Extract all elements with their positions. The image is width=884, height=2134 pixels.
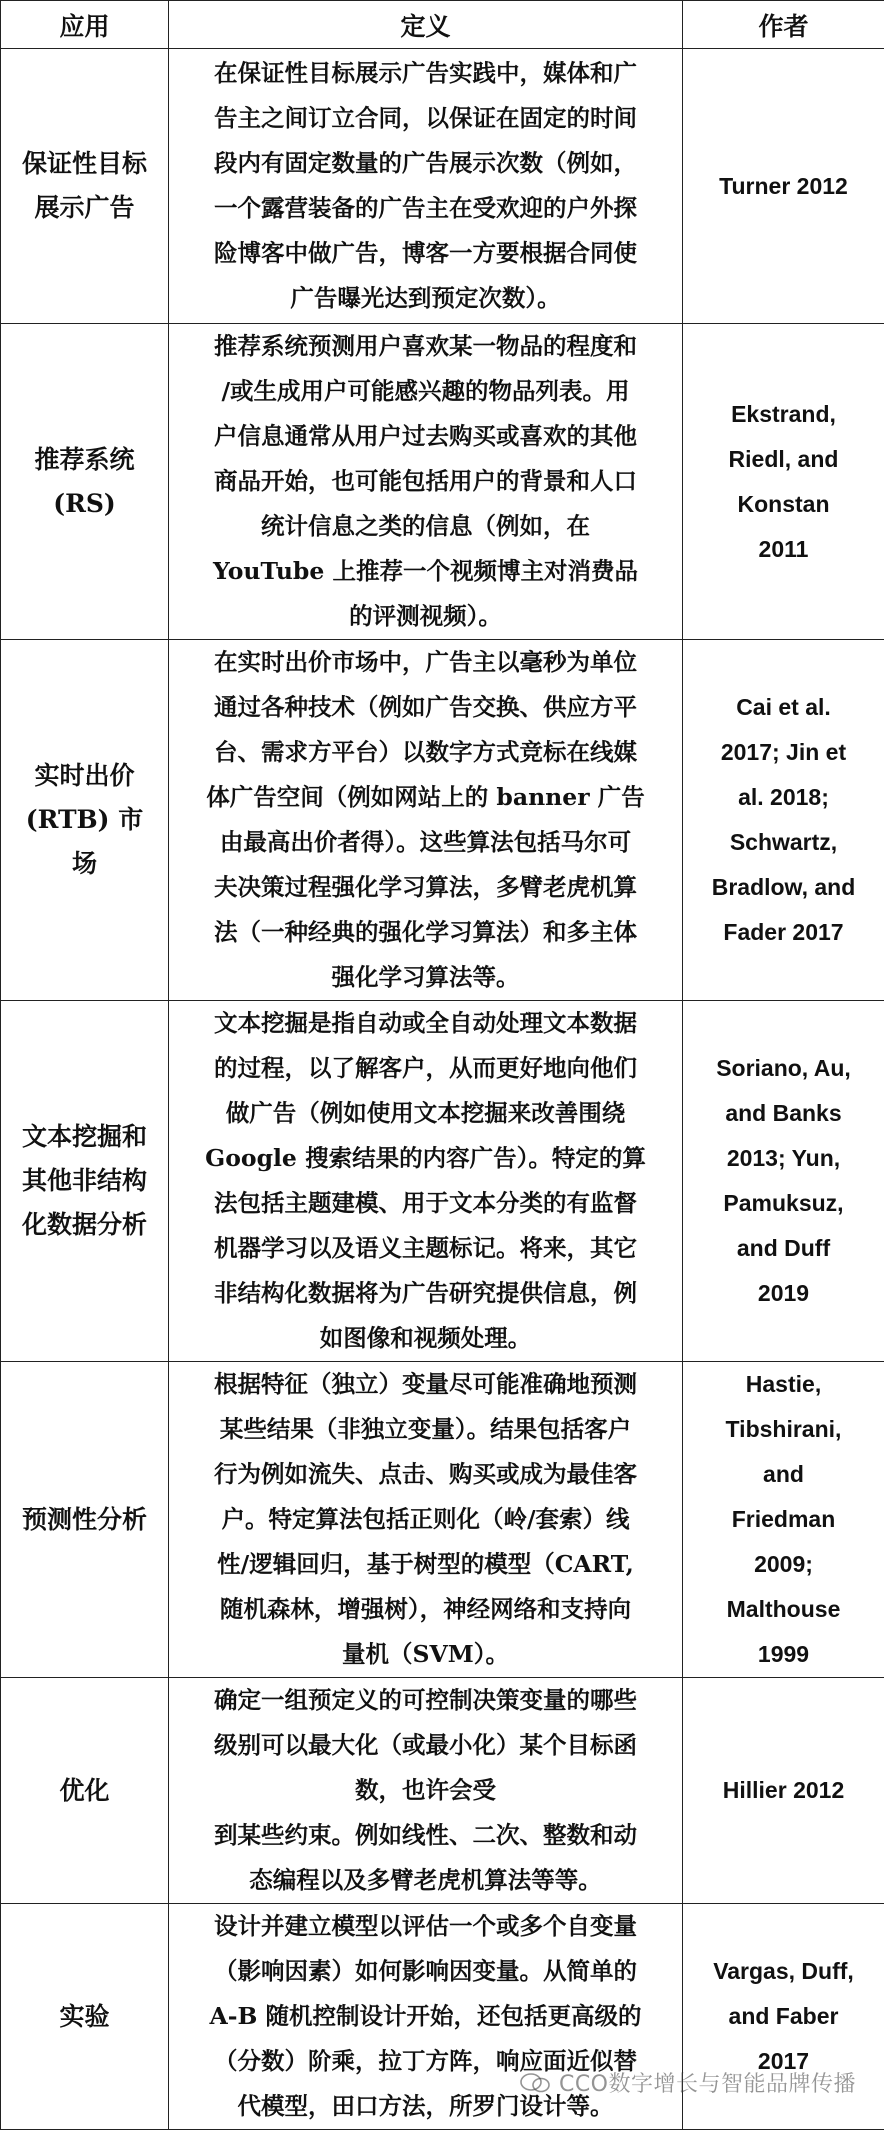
definition-cell [169, 324, 683, 640]
author-cell-line: and Faber [728, 2003, 839, 2029]
app-cell [1, 1001, 169, 1362]
app-cell-line: 文本挖掘和 [21, 1122, 147, 1151]
table-row [1, 1001, 884, 1362]
author-cell-line: Malthouse [726, 1596, 841, 1622]
definition-cell-line: 户。特定算法包括正则化（岭/套索）线 [221, 1505, 630, 1533]
definition-cell-line: /或生成用户可能感兴趣的物品列表。用 [221, 377, 630, 405]
app-cell-line: 化数据分析 [21, 1210, 147, 1239]
definition-cell-line: （影响因素）如何影响因变量。从简单的 [214, 1957, 637, 1985]
app-cell [1, 324, 169, 640]
author-cell-line: Cai et al. [736, 694, 831, 720]
definition-cell-line: 通过各种技术（例如广告交换、供应方平 [214, 693, 637, 721]
definition-cell-line: 根据特征（独立）变量尽可能准确地预测 [214, 1370, 637, 1398]
header-row [1, 1, 884, 49]
author-cell-line: Friedman [731, 1506, 836, 1532]
definition-cell-line: 在实时出价市场中，广告主以毫秒为单位 [214, 648, 637, 676]
author-cell-line: Hillier 2012 [722, 1777, 845, 1803]
author-cell-line: Ekstrand, [731, 400, 836, 427]
author-cell [683, 1678, 884, 1904]
definition-cell-line: 行为例如流失、点击、购买或成为最佳客 [214, 1460, 637, 1488]
app-cell-line: 其他非结构 [21, 1166, 147, 1195]
definition-cell-line: 某些结果（非独立变量）。结果包括客户 [219, 1415, 632, 1443]
author-cell-line: Riedl, and [728, 445, 839, 472]
definition-cell-line: 设计并建立模型以评估一个或多个自变量 [214, 1912, 637, 1940]
app-cell-line: 场 [71, 849, 97, 878]
definition-cell-line: 夫决策过程强化学习算法，多臂老虎机算 [214, 873, 637, 901]
definition-cell-line: 的过程，以了解客户，从而更好地向他们 [214, 1054, 637, 1082]
definition-cell-line: 在保证性目标展示广告实践中，媒体和广 [214, 59, 637, 87]
wechat-icon [519, 2072, 551, 2094]
definition-cell-line: 商品开始，也可能包括用户的背景和人口 [214, 467, 637, 495]
author-cell-line: Hastie, [745, 1371, 822, 1397]
definition-cell [169, 1001, 683, 1362]
app-cell-line: 推荐系统 [34, 444, 135, 474]
author-cell [683, 49, 884, 324]
definition-cell-line: 量机（SVM）。 [342, 1640, 509, 1668]
definition-cell-line: 数，也许会受 [355, 1776, 496, 1804]
author-cell-line: Turner 2012 [719, 172, 848, 199]
author-cell-line: Pamuksuz, [723, 1190, 844, 1216]
definition-cell-line: 性/逻辑回归，基于树型的模型（CART, [217, 1550, 634, 1578]
author-cell-line: Bradlow, and [711, 874, 856, 900]
table-row [1, 640, 884, 1001]
author-cell-line: and Banks [725, 1100, 842, 1126]
app-cell-line: 实时出价 [34, 761, 135, 790]
author-cell-line: and [763, 1461, 804, 1487]
definition-cell-line: （分数）阶乘，拉丁方阵，响应面近似替 [214, 2047, 637, 2075]
author-cell-line: 2009; [754, 1551, 813, 1577]
definition-cell-line: 险博客中做广告，博客一方要根据合同使 [214, 239, 637, 267]
definition-cell-line: 文本挖掘是指自动或全自动处理文本数据 [214, 1009, 637, 1037]
definition-cell-line: 的评测视频）。 [349, 602, 502, 630]
definition-cell-line: 户信息通常从用户过去购买或喜欢的其他 [214, 422, 637, 450]
author-cell-line: 2017 [757, 2048, 810, 2074]
table-row [1, 49, 884, 324]
definition-cell-line: 一个露营装备的广告主在受欢迎的户外探 [214, 194, 637, 222]
table-body [1, 49, 884, 2130]
definition-cell-line: 如图像和视频处理。 [319, 1324, 532, 1352]
definition-cell-line: 台、需求方平台）以数字方式竞标在线媒 [214, 738, 637, 766]
author-cell [683, 1001, 884, 1362]
definition-cell-line: 告主之间订立合同，以保证在固定的时间 [214, 104, 637, 132]
table-row [1, 1362, 884, 1678]
author-cell [683, 324, 884, 640]
definition-cell-line: 法包括主题建模、用于文本分类的有监督 [214, 1189, 637, 1217]
definition-cell [169, 49, 683, 324]
definition-cell-line: 由最高出价者得）。这些算法包括马尔可 [219, 828, 632, 856]
author-cell-line: Schwartz, [729, 829, 838, 855]
watermark [519, 2067, 856, 2098]
definition-cell-line: 机器学习以及语义主题标记。将来，其它 [214, 1234, 637, 1262]
definition-cell-line: 随机森林，增强树），神经网络和支持向 [219, 1595, 632, 1623]
app-cell [1, 49, 169, 324]
app-cell-line: (RS) [53, 488, 116, 518]
definition-cell-line: 统计信息之类的信息（例如，在 [261, 512, 590, 540]
definition-cell-line: 级别可以最大化（或最小化）某个目标函 [214, 1731, 637, 1759]
app-cell [1, 1362, 169, 1678]
definition-cell [169, 640, 683, 1001]
app-cell [1, 1678, 169, 1904]
definition-cell-line: 代模型，田口方法，所罗门设计等。 [237, 2092, 614, 2120]
author-cell-line: Konstan [737, 490, 830, 517]
definition-cell-line: 体广告空间（例如网站上的 banner 广告 [206, 783, 645, 811]
header-author: 作者 [683, 1, 884, 49]
watermark-text: CCO数字增长与智能品牌传播 [558, 2072, 856, 2097]
author-cell-line: al. 2018; [738, 784, 829, 810]
definition-cell [169, 1678, 683, 1904]
author-cell-line: Soriano, Au, [716, 1055, 851, 1081]
app-cell-line: (RTB) 市 [25, 805, 144, 834]
author-cell [683, 640, 884, 1001]
definition-cell-line: 做广告（例如使用文本挖掘来改善围绕 [225, 1099, 626, 1127]
app-cell-line: 优化 [59, 1775, 110, 1805]
app-cell-line: 实验 [59, 2001, 110, 2031]
definition-cell-line: A-B 随机控制设计开始，还包括更高级的 [209, 2002, 642, 2030]
definition-cell [169, 1362, 683, 1678]
definition-cell-line: 段内有固定数量的广告展示次数（例如， [214, 149, 637, 177]
table-row [1, 324, 884, 640]
header-app: 应用 [1, 1, 169, 49]
author-cell-line: 2011 [758, 535, 809, 562]
app-cell-line: 保证性目标 [21, 149, 147, 178]
definition-cell-line: 法（一种经典的强化学习算法）和多主体 [214, 918, 637, 946]
table-row [1, 1678, 884, 1904]
author-cell-line: and Duff [736, 1235, 831, 1261]
definition-cell-line: 确定一组预定义的可控制决策变量的哪些 [214, 1686, 637, 1714]
definition-cell-line: 推荐系统预测用户喜欢某一物品的程度和 [214, 332, 637, 360]
author-cell-line: 2017; Jin et [720, 739, 847, 765]
definition-cell-line: Google 搜索结果的内容广告）。特定的算 [205, 1144, 646, 1172]
definition-cell-line: YouTube 上推荐一个视频博主对消费品 [213, 557, 638, 585]
header-definition: 定义 [169, 1, 683, 49]
author-cell-line: 2013; Yun, [726, 1145, 841, 1171]
author-cell-line: 2019 [757, 1280, 810, 1306]
app-cell-line: 展示广告 [34, 193, 135, 222]
app-cell [1, 640, 169, 1001]
definition-cell-line: 强化学习算法等。 [331, 963, 520, 991]
app-cell-line: 预测性分析 [21, 1504, 147, 1534]
definition-cell-line: 非结构化数据将为广告研究提供信息，例 [214, 1279, 637, 1307]
author-cell-line: Fader 2017 [723, 919, 844, 945]
definition-cell-line: 广告曝光达到预定次数）。 [290, 284, 561, 312]
author-cell-line: Tibshirani, [725, 1416, 842, 1442]
definition-cell-line: 到某些约束。例如线性、二次、整数和动 [214, 1821, 637, 1849]
author-cell [683, 1362, 884, 1678]
app-cell [1, 1904, 169, 2130]
definition-cell-line: 态编程以及多臂老虎机算法等等。 [249, 1866, 602, 1894]
author-cell-line: 1999 [757, 1641, 810, 1667]
author-cell-line: Vargas, Duff, [713, 1958, 854, 1984]
